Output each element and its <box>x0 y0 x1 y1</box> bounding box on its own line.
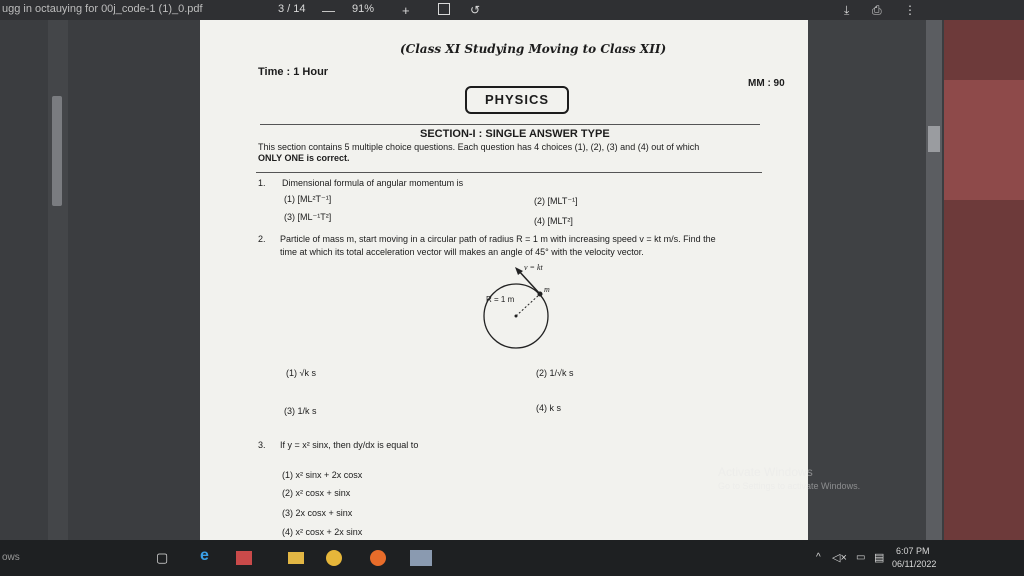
document-title: ugg in octauying for 00j_code-1 (1)_0.pdf <box>2 3 203 15</box>
page-scrollbar[interactable] <box>926 20 942 540</box>
max-marks-label: MM : 90 <box>748 78 785 89</box>
firefox-icon[interactable] <box>370 550 386 566</box>
notification-icon[interactable]: ▤ <box>874 552 885 564</box>
option: (4) [MLT²] <box>534 216 573 226</box>
pdf-viewer-icon[interactable] <box>410 550 432 566</box>
clock-date[interactable]: 06/11/2022 <box>892 559 937 569</box>
option: (4) x² cosx + 2x sinx <box>282 527 363 537</box>
radius-line <box>516 294 540 316</box>
option: (3) 2x cosx + sinx <box>282 508 353 518</box>
option: (4) k s <box>536 403 562 413</box>
rotate-icon[interactable]: ↺ <box>470 3 481 17</box>
clock-time[interactable]: 6:07 PM <box>896 546 930 556</box>
network-icon[interactable]: ▭ <box>856 552 866 563</box>
divider <box>260 124 760 125</box>
subject-title: PHYSICS <box>465 86 569 114</box>
zoom-in-button[interactable]: + <box>402 3 410 18</box>
activate-windows-watermark: Activate Windows <box>718 465 813 479</box>
edge-icon[interactable]: e <box>200 547 209 564</box>
desktop-wallpaper-highlight <box>944 80 1024 200</box>
task-view-icon[interactable]: ▢ <box>156 550 169 565</box>
viewer-background <box>808 20 928 540</box>
question-text: Dimensional formula of angular momentum is <box>282 178 464 188</box>
instruction-text-emphasis: ONLY ONE is correct. <box>258 153 350 163</box>
center-dot <box>515 315 518 318</box>
divider <box>256 172 762 173</box>
download-icon[interactable]: ⤓ <box>844 3 850 17</box>
pdf-toolbar <box>0 0 1024 20</box>
tray-chevron-icon[interactable]: ^ <box>816 552 821 563</box>
option: (1) x² sinx + 2x cosx <box>282 470 363 480</box>
circular-path-diagram <box>472 258 562 354</box>
question-text: If y = x² sinx, then dy/dx is equal to <box>280 440 419 450</box>
volume-muted-icon[interactable]: ◁× <box>832 552 847 564</box>
fit-page-icon[interactable] <box>438 3 450 15</box>
question-text: Particle of mass m, start moving in a circular path of radius R = 1 m with increasing speed v = kt m/s. Find the <box>280 234 716 244</box>
question-number: 1. <box>258 178 266 188</box>
question-number: 2. <box>258 234 266 244</box>
class-note: (Class XI Studying Moving to Class XII) <box>400 42 667 56</box>
time-label: Time : 1 Hour <box>258 66 329 78</box>
taskbar-left-text: ows <box>2 552 20 563</box>
taskbar <box>0 540 1024 576</box>
thumbnail-scroll-thumb[interactable] <box>52 96 62 206</box>
zoom-level: 91% <box>352 3 375 15</box>
file-explorer-icon[interactable] <box>288 552 304 564</box>
option: (2) x² cosx + sinx <box>282 488 351 498</box>
zoom-out-button[interactable]: — <box>322 3 335 18</box>
option: (3) 1/k s <box>284 406 317 416</box>
question-text: time at which its total acceleration vector will makes an angle of 45° with the velocity vector. <box>280 247 644 257</box>
pdf-page <box>200 20 808 540</box>
activate-windows-subtext: Go to Settings to activate Windows. <box>718 481 861 491</box>
page-indicator[interactable]: 3 / 14 <box>278 3 306 15</box>
section-title: SECTION-I : SINGLE ANSWER TYPE <box>420 128 610 140</box>
option: (2) 1/√k s <box>536 368 574 378</box>
instruction-text: This section contains 5 multiple choice questions. Each question has 4 choices (1), (2), (3) and (4) out of which <box>258 142 700 152</box>
option: (2) [MLT⁻¹] <box>534 196 578 206</box>
store-icon[interactable] <box>236 551 252 565</box>
radius-label: R = 1 m <box>486 295 515 304</box>
velocity-arrow <box>518 270 540 294</box>
option: (3) [ML⁻¹T²] <box>284 212 332 222</box>
option: (1) [ML²T⁻¹] <box>284 194 332 204</box>
velocity-label: v = kt <box>524 263 543 272</box>
chrome-icon[interactable] <box>326 550 342 566</box>
question-number: 3. <box>258 440 266 450</box>
more-options-icon[interactable]: ⋮ <box>904 3 916 17</box>
page-scroll-thumb[interactable] <box>928 126 940 152</box>
print-icon[interactable]: ⎙ <box>872 3 882 17</box>
option: (1) √k s <box>286 368 316 378</box>
mass-label: m <box>544 285 550 294</box>
